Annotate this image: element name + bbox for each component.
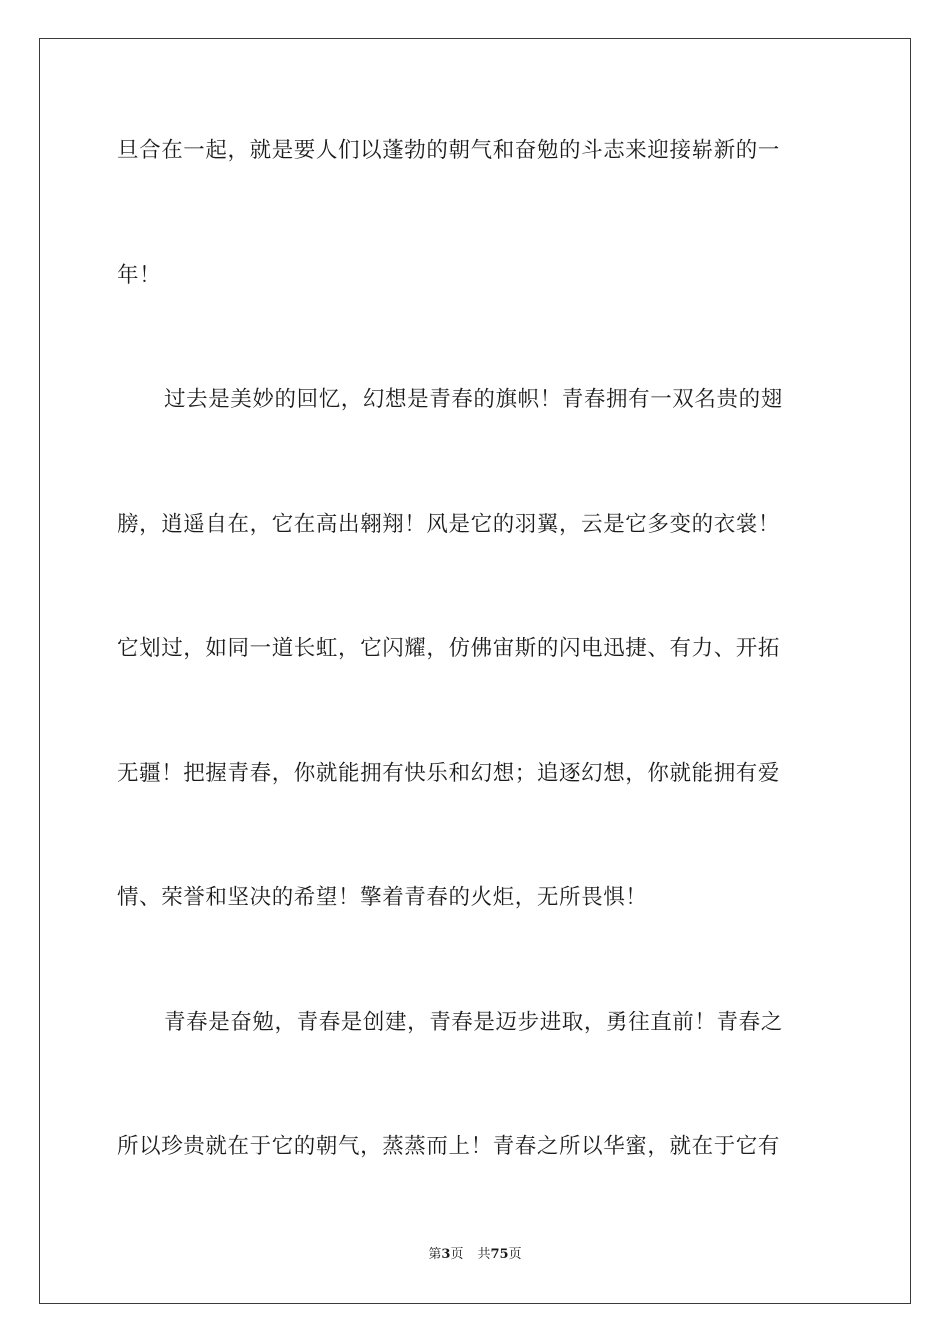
page-number: 3 [441,1247,451,1262]
body-text-line: 它划过，如同一道长虹，它闪耀，仿佛宙斯的闪电迅捷、有力、开拓 [117,636,781,661]
total-label-suffix: 页 [508,1247,522,1262]
body-text-line: 情、荣誉和坚决的希望！擎着青春的火炬，无所畏惧！ [117,885,648,910]
page-label-suffix: 页 [450,1247,464,1262]
body-text-line: 旦合在一起，就是要人们以蓬勃的朝气和奋勉的斗志来迎接崭新的一 [117,138,781,163]
total-pages: 75 [490,1247,509,1262]
page-label-prefix: 第 [428,1247,442,1262]
page-border [39,38,911,1304]
body-text-line: 所以珍贵就在于它的朝气，蒸蒸而上！青春之所以华蜜，就在于它有 [117,1134,781,1159]
total-label-prefix: 共 [477,1247,491,1262]
paragraph-start-line: 过去是美妙的回忆，幻想是青春的旗帜！青春拥有一双名贵的翅 [164,387,783,412]
body-text-line: 无疆！把握青春，你就能拥有快乐和幻想；追逐幻想，你就能拥有爱 [117,761,781,786]
body-text-line: 膀，逍遥自在，它在高出翱翔！风是它的羽翼，云是它多变的衣裳！ [117,512,781,537]
paragraph-start-line: 青春是奋勉，青春是创建，青春是迈步进取，勇往直前！青春之 [164,1010,783,1035]
page-footer [0,1246,950,1264]
body-text-line: 年！ [117,263,162,288]
